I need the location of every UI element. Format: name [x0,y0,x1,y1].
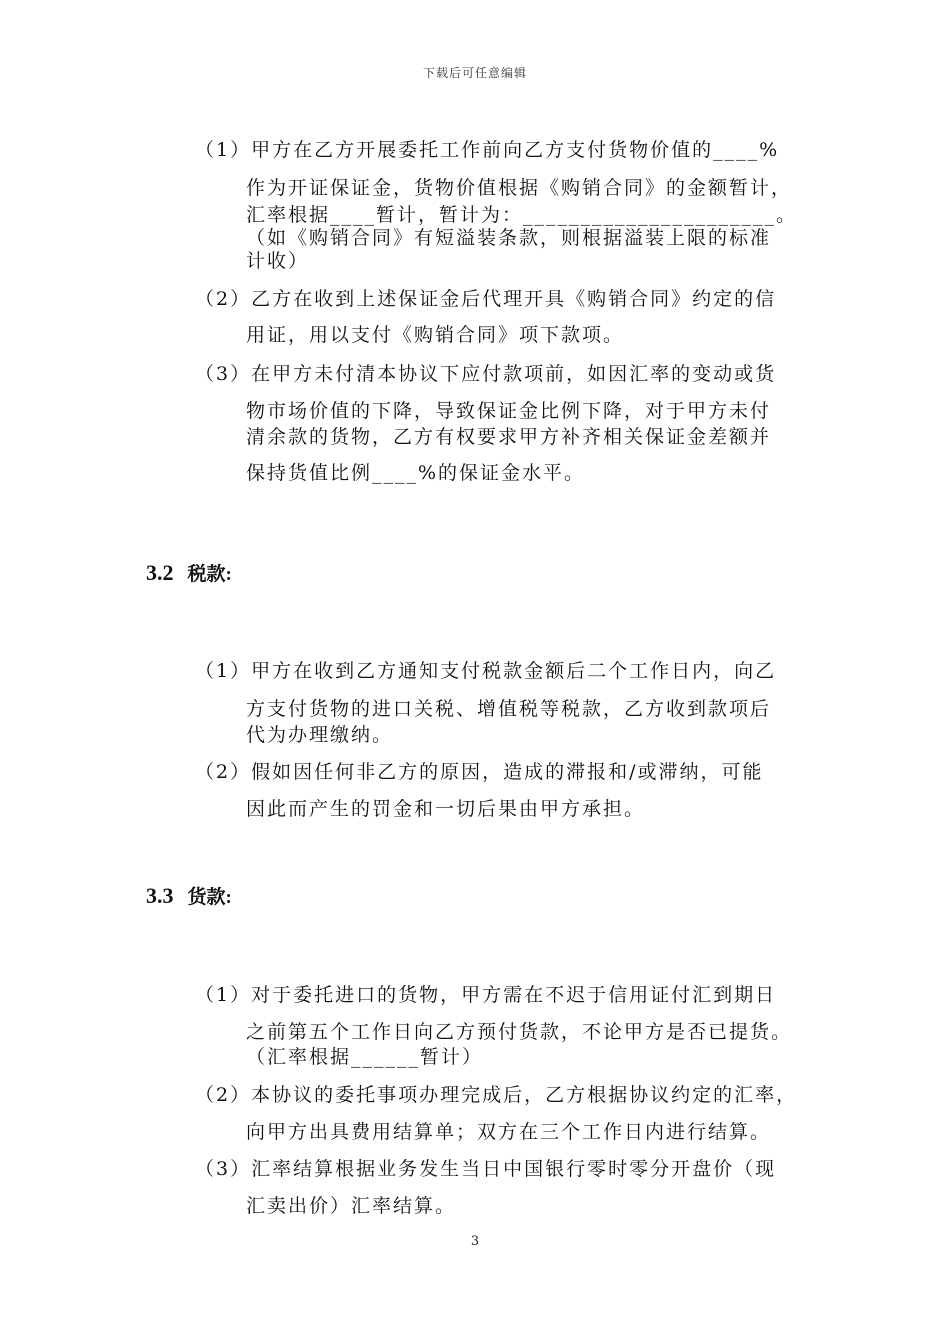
header-note: 下载后可任意编辑 [422,66,527,80]
page-number: 3 [470,1234,480,1249]
section-heading-3-2 [146,561,232,587]
paragraph-line: （如《购销合同》有短溢装条款，则根据溢装上限的标准 [246,227,772,249]
section-number: 3.2 [146,560,174,585]
paragraph-line: （1）甲方在收到乙方通知支付税款金额后二个工作日内，向乙 [195,660,777,682]
section-heading-3-3 [146,884,232,910]
paragraph-line: （1）对于委托进口的货物，甲方需在不迟于信用证付汇到期日 [195,984,777,1006]
paragraph-line: （3）汇率结算根据业务发生当日中国银行零时零分开盘价（现 [195,1158,777,1180]
paragraph-line: 作为开证保证金，货物价值根据《购销合同》的金额暂计， [246,177,793,199]
paragraph-line: （2）本协议的委托事项办理完成后，乙方根据协议约定的汇率， [195,1084,798,1106]
paragraph-line: 清余款的货物，乙方有权要求甲方补齐相关保证金差额并 [246,426,772,448]
paragraph-line: 物市场价值的下降，导致保证金比例下降，对于甲方未付 [246,400,772,422]
paragraph-line: （2）乙方在收到上述保证金后代理开具《购销合同》约定的信 [195,288,777,310]
paragraph-line: （汇率根据______暂计） [246,1046,484,1068]
paragraph-line: 计收） [246,250,310,272]
section-number: 3.3 [146,883,174,908]
paragraph-line: 汇卖出价）汇率结算。 [246,1195,457,1217]
paragraph-line: 汇率根据____暂计，暂计为：______________________。 [246,204,798,226]
paragraph-line: （2）假如因任何非乙方的原因，造成的滞报和/或滞纳，可能 [195,761,764,783]
paragraph-line: 用证，用以支付《购销合同》项下款项。 [246,324,625,346]
section-title: 税款: [187,564,232,585]
paragraph-line: 因此而产生的罚金和一切后果由甲方承担。 [246,798,646,820]
paragraph-line: 向甲方出具费用结算单；双方在三个工作日内进行结算。 [246,1121,772,1143]
section-title: 货款: [187,887,232,908]
paragraph-line: 方支付货物的进口关税、增值税等税款，乙方收到款项后 [246,698,772,720]
paragraph-line: （3）在甲方未付清本协议下应付款项前，如因汇率的变动或货 [195,363,777,385]
paragraph-line: 保持货值比例____%的保证金水平。 [246,462,586,484]
paragraph-line: 之前第五个工作日向乙方预付货款，不论甲方是否已提货。 [246,1021,793,1043]
paragraph-line: 代为办理缴纳。 [246,724,394,746]
paragraph-line: （1）甲方在乙方开展委托工作前向乙方支付货物价值的____% [195,139,780,161]
